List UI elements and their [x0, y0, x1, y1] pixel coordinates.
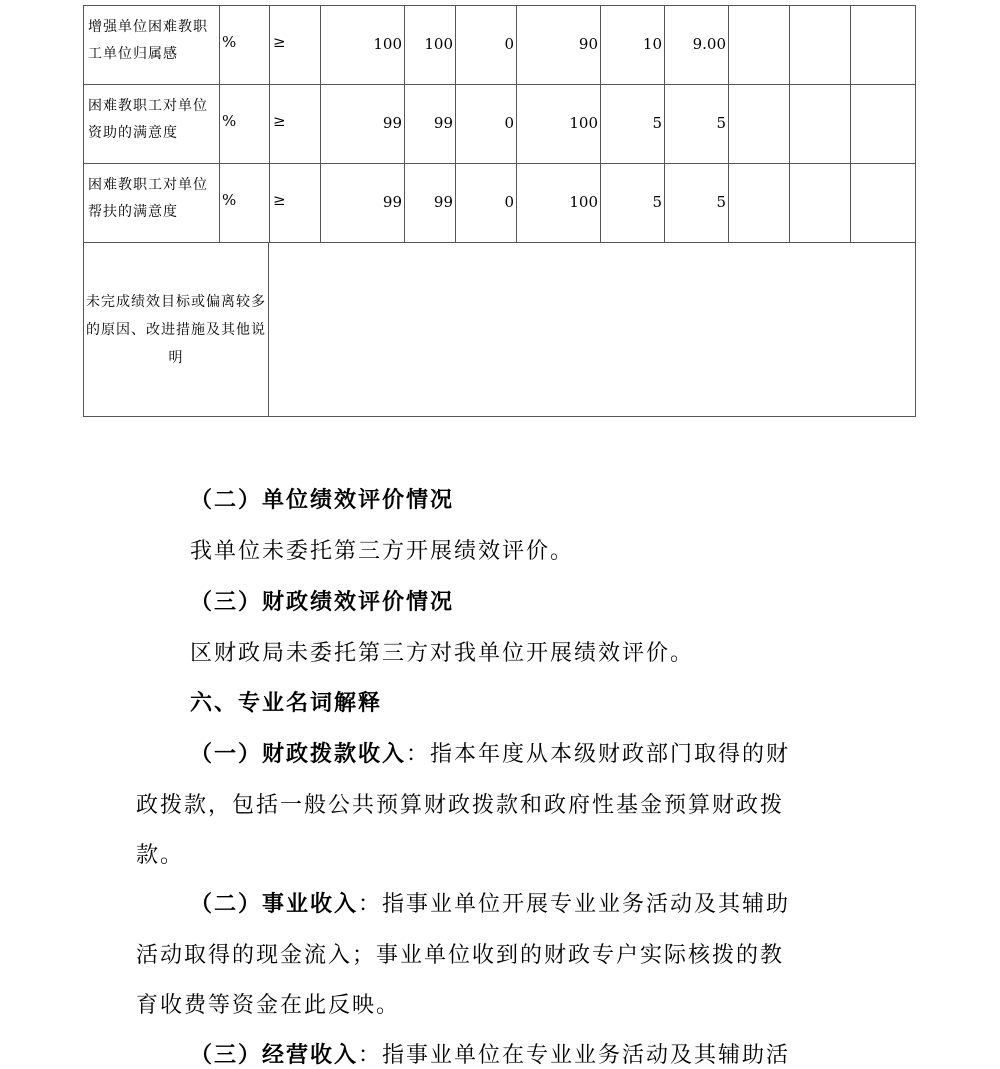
definition-line: 育收费等资金在此反映。	[136, 993, 401, 1018]
value-cell: 5	[664, 163, 728, 242]
value-cell: 99	[404, 84, 455, 163]
empty-cell	[850, 163, 916, 242]
empty-cell	[728, 5, 789, 84]
definition-term: （三）经营收入	[190, 1042, 359, 1068]
value-cell: 99	[320, 84, 404, 163]
unit-cell: %	[219, 5, 269, 84]
definition-line: （三）经营收入：指事业单位在专业业务活动及其辅助活	[190, 1042, 791, 1068]
empty-cell	[850, 5, 916, 84]
empty-cell	[789, 84, 850, 163]
definition-line: （一）财政拨款收入：指本年度从本级财政部门取得的财	[190, 741, 791, 767]
definition-line: 活动取得的现金流入；事业单位收到的财政专户实际核拨的教	[136, 943, 785, 968]
empty-cell	[728, 163, 789, 242]
performance-table	[83, 5, 916, 417]
unit-cell: %	[219, 84, 269, 163]
notes-label: 未完成绩效目标或偏离较多的原因、改进措施及其他说明	[84, 243, 269, 416]
value-cell: 10	[600, 5, 664, 84]
value-cell: 100	[404, 5, 455, 84]
paragraph: 区财政局未委托第三方对我单位开展绩效评价。	[190, 641, 695, 666]
value-cell: 0	[455, 84, 516, 163]
empty-cell	[789, 163, 850, 242]
value-cell: 9.00	[664, 5, 728, 84]
definition-term: （一）财政拨款收入	[190, 741, 407, 767]
value-cell: 5	[600, 163, 664, 242]
definition-line: 政拨款，包括一般公共预算财政拨款和政府性基金预算财政拨	[136, 793, 785, 818]
definition-term: （二）事业收入	[190, 891, 359, 917]
paragraph: 我单位未委托第三方开展绩效评价。	[190, 539, 575, 564]
empty-cell	[789, 5, 850, 84]
definition-line: （二）事业收入：指事业单位开展专业业务活动及其辅助	[190, 891, 791, 917]
section-heading: （三）财政绩效评价情况	[190, 589, 455, 615]
empty-cell	[850, 84, 916, 163]
operator-cell: ≥	[269, 5, 320, 84]
table-row	[83, 5, 916, 84]
value-cell: 0	[455, 163, 516, 242]
definition-line: 款。	[136, 843, 185, 868]
indicator-name: 增强单位困难教职工单位归属感	[83, 5, 219, 84]
notes-row	[83, 242, 916, 417]
indicator-name: 困难教职工对单位资助的满意度	[83, 84, 219, 163]
section-heading: （二）单位绩效评价情况	[190, 487, 455, 513]
value-cell: 99	[404, 163, 455, 242]
empty-cell	[728, 84, 789, 163]
operator-cell: ≥	[269, 84, 320, 163]
value-cell: 5	[600, 84, 664, 163]
value-cell: 5	[664, 84, 728, 163]
value-cell: 90	[516, 5, 600, 84]
value-cell: 0	[455, 5, 516, 84]
operator-cell: ≥	[269, 163, 320, 242]
unit-cell: %	[219, 163, 269, 242]
value-cell: 100	[516, 163, 600, 242]
value-cell: 99	[320, 163, 404, 242]
table-row	[83, 163, 916, 242]
table-row	[83, 84, 916, 163]
chapter-heading: 六、专业名词解释	[190, 690, 383, 716]
value-cell: 100	[516, 84, 600, 163]
indicator-name: 困难教职工对单位帮扶的满意度	[83, 163, 219, 242]
value-cell: 100	[320, 5, 404, 84]
